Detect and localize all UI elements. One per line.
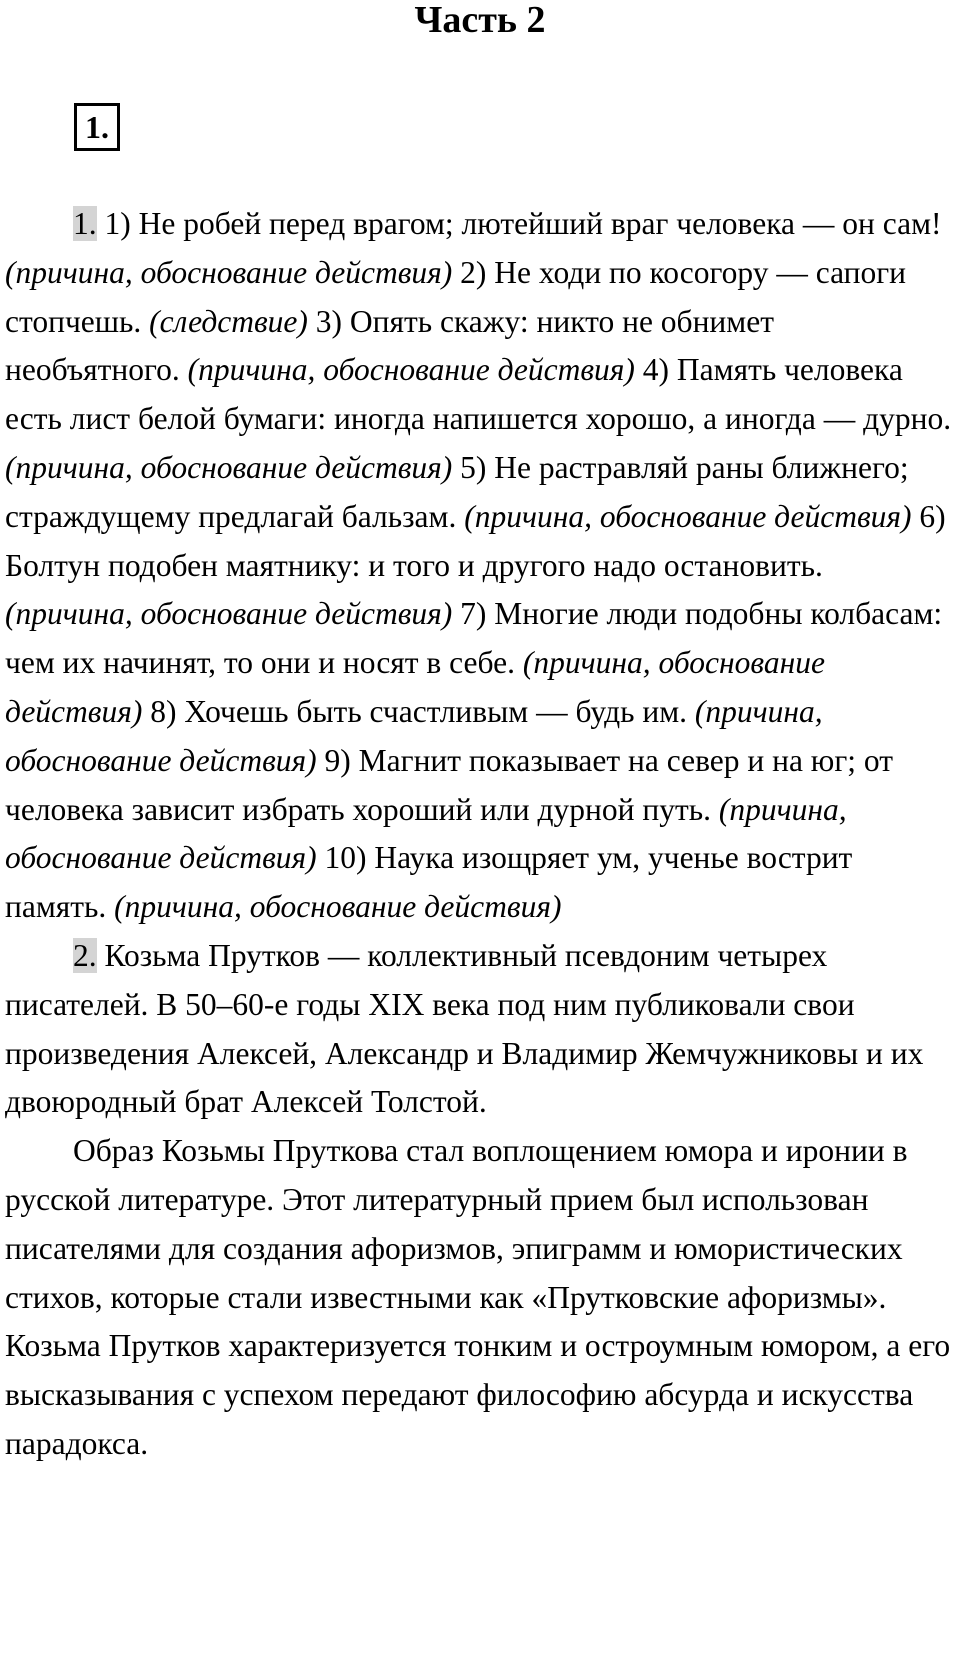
- answer-2-text: Козьма Прутков — коллективный псевдоним четырех писателей. В 50–60-е годы XIX века под ним публиковали свои произведения Алексей, Александр и Владимир Жемчужниковы и их двоюродный брат Алексей Толстой.: [5, 937, 924, 1120]
- item-4: 4) Память человека есть лист белой бумаги: иногда напишется хорошо, а иногда — дурно. (причина, обоснование действия): [5, 352, 952, 485]
- item-2: 2) Не ходи по косогору — сапоги стопчешь. (следствие): [5, 254, 907, 339]
- item-10-note: (причина, обоснование действия): [114, 889, 562, 925]
- item-9-note: (причина, обоснование действия): [5, 791, 847, 876]
- item-3-note: (причина, обоснование действия): [187, 352, 635, 388]
- item-1-note: (причина, обоснование действия): [5, 254, 453, 290]
- item-7-note: (причина, обоснование действия): [5, 645, 825, 729]
- item-8: 8) Хочешь быть счастливым — будь им. (причина, обоснование действия): [5, 693, 823, 778]
- item-5: 5) Не растравляй раны ближнего; страждущему предлагай бальзам. (причина, обоснование действия): [5, 449, 912, 534]
- answer-2-marker: 2.: [73, 937, 97, 973]
- item-2-note: (следствие): [149, 303, 308, 339]
- task-number-box: 1.: [74, 103, 120, 151]
- item-7: 7) Многие люди подобны колбасам: чем их начинят, то они и носят в себе. (причина, обоснование действия): [5, 596, 943, 729]
- item-8-note: (причина, обоснование действия): [5, 693, 823, 778]
- answer-1-marker: 1.: [73, 206, 97, 241]
- page-title: Часть 2: [414, 0, 546, 41]
- answer-1-paragraph: [5, 200, 955, 932]
- item-5-note: (причина, обоснование действия): [464, 498, 912, 534]
- item-4-note: (причина, обоснование действия): [5, 449, 453, 485]
- item-6-note: (причина, обоснование действия): [5, 596, 453, 632]
- item-3: 3) Опять скажу: никто не обнимет необъятного. (причина, обоснование действия): [5, 303, 774, 388]
- answer-2-paragraph: [5, 932, 955, 1127]
- answer-content: [5, 200, 955, 1469]
- answer-2-paragraph-continued: Образ Козьмы Пруткова стал воплощением юмора и иронии в русской литературе. Этот литературный прием был использован писателями для создания афоризмов, эпиграмм и юмористических стихов, которые стали известными как «Прутковские афоризмы». Козьма Прутков характеризуется тонким и остроумным юмором, а его высказывания с успехом передают философию абсурда и искусства парадокса.: [5, 1133, 951, 1461]
- item-10: 10) Наука изощряет ум, ученье вострит память. (причина, обоснование действия): [5, 840, 853, 925]
- item-9: 9) Магнит показывает на север и на юг; от человека зависит избрать хороший или дурной путь. (причина, обоснование действия): [5, 742, 893, 876]
- item-1: 1) Не робей перед врагом; лютейший враг человека — он сам! (причина, обоснование действия): [5, 206, 942, 290]
- item-6: 6) Болтун подобен маятнику: и того и другого надо остановить. (причина, обоснование действия): [5, 498, 946, 632]
